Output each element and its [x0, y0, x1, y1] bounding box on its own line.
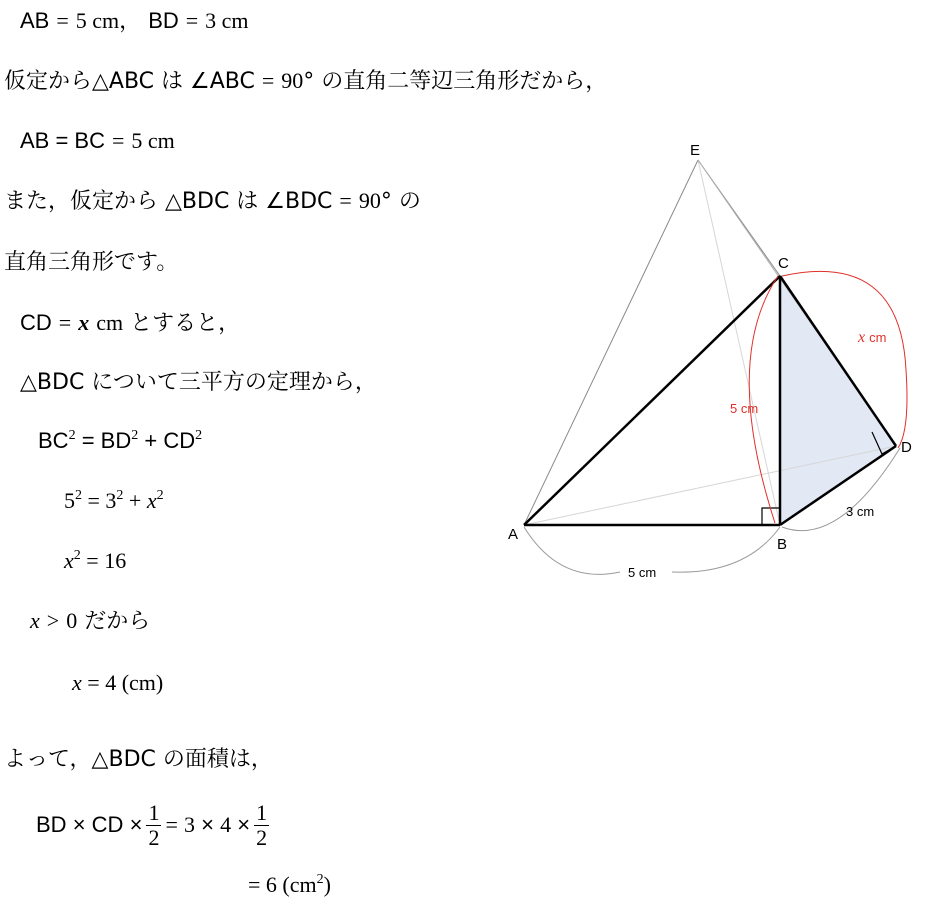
- variable-x: x: [78, 310, 90, 335]
- pythagoras-intro: △BDC について三平方の定理から，: [20, 370, 377, 395]
- segment-cd: CD: [20, 310, 52, 335]
- angle-value: 90: [358, 188, 381, 213]
- equals-sign: =: [339, 188, 352, 213]
- times-sign: ×: [201, 812, 214, 837]
- point-d-label: D: [901, 439, 912, 456]
- ab-dimension-arc-left: [524, 527, 620, 574]
- equals-sign: =: [58, 310, 72, 335]
- assumption-text: また，仮定から △BDC は ∠BDC: [4, 189, 333, 214]
- number-three: 3: [183, 812, 195, 837]
- number-four: 4: [220, 812, 232, 837]
- segment-bd: BD: [36, 812, 67, 837]
- x-value: 4: [105, 670, 117, 695]
- let-text: とすると，: [130, 311, 241, 336]
- plus-sign: +: [144, 428, 158, 453]
- assumption-particle: の: [398, 189, 421, 214]
- exponent: 2: [68, 428, 76, 443]
- times-sign: ×: [129, 812, 143, 837]
- equals-sign: =: [87, 488, 100, 513]
- number-five: 5: [64, 488, 75, 513]
- fraction-denominator: 2: [148, 824, 160, 850]
- number-zero: 0: [66, 608, 78, 633]
- angle-value: 90: [281, 68, 304, 93]
- cd-length-label: [857, 329, 886, 346]
- ab-dimension-arc-right: [672, 527, 780, 572]
- right-triangle-note: 直角三角形です。: [4, 250, 179, 275]
- fraction-numerator: 1: [148, 799, 160, 825]
- area-value: 6: [265, 872, 277, 897]
- ab-length-label: 5 cm: [628, 565, 657, 580]
- equals-sign: =: [185, 8, 199, 33]
- equals-sign: =: [111, 128, 125, 153]
- assumption-text: 仮定から△ABC は ∠ABC: [4, 69, 255, 94]
- equals-sign: =: [261, 68, 275, 93]
- area-intro: よって，△BDC の面積は，: [4, 747, 273, 772]
- exponent: 2: [73, 548, 81, 563]
- x-unit: (cm): [121, 670, 164, 695]
- equals-sign: =: [165, 812, 178, 837]
- exponent: 2: [316, 872, 324, 887]
- bc-value: 5 cm: [131, 128, 175, 153]
- area-unit-close: ): [323, 872, 331, 897]
- equals-sign: =: [86, 548, 99, 573]
- segment-ab: AB: [20, 8, 50, 33]
- segment-bd: BD: [148, 8, 179, 33]
- variable-x: x: [30, 608, 40, 633]
- triangle-bdc-fill: [780, 276, 896, 525]
- unit-cm: cm: [96, 310, 124, 335]
- bc-length-label: 5 cm: [730, 401, 759, 416]
- bd-length-label: 3 cm: [846, 504, 875, 519]
- bd-value: 3 cm: [205, 8, 249, 33]
- exponent: 2: [116, 488, 124, 503]
- variable-x: x: [146, 488, 157, 513]
- point-e-label: E: [690, 142, 701, 159]
- degree-symbol: °: [380, 189, 392, 214]
- equals-sign: =: [87, 670, 100, 695]
- exponent: 2: [195, 428, 203, 443]
- assumption-conclusion: の直角二等辺三角形だから，: [321, 69, 608, 94]
- value-sixteen: 16: [104, 548, 127, 573]
- equals-sign: =: [56, 8, 69, 33]
- fraction-numerator: 1: [256, 799, 268, 825]
- times-sign: ×: [72, 812, 86, 837]
- area-unit-open: (cm: [282, 872, 317, 897]
- exponent: 2: [156, 488, 164, 503]
- segment-bc: BC: [38, 428, 69, 453]
- segment-cd: CD: [91, 812, 124, 837]
- number-three: 3: [105, 488, 117, 513]
- variable-x: x: [64, 548, 74, 573]
- fraction-denominator: 2: [256, 824, 268, 850]
- separator: ，: [119, 9, 142, 34]
- point-c-label: C: [778, 255, 789, 272]
- degree-symbol: °: [303, 69, 315, 94]
- exponent: 2: [75, 488, 82, 503]
- variable-x: x: [72, 670, 82, 695]
- cd-unit-cm: cm: [869, 330, 887, 345]
- ab-value: 5 cm: [75, 8, 120, 33]
- equals-sign: =: [248, 872, 261, 897]
- condition-text: だから: [84, 609, 151, 634]
- segment-bd: BD: [100, 428, 132, 453]
- greater-than-sign: >: [46, 608, 60, 633]
- cd-variable-x: x: [858, 329, 866, 346]
- exponent: 2: [131, 428, 139, 443]
- plus-sign: +: [128, 488, 142, 513]
- line-ea: [524, 160, 698, 525]
- times-sign: ×: [237, 812, 251, 837]
- equation-text: AB = BC: [20, 128, 105, 153]
- point-a-label: A: [508, 526, 519, 543]
- equals-sign: =: [81, 428, 95, 453]
- segment-cd: CD: [163, 428, 196, 453]
- bc-dimension-arc: [749, 276, 778, 523]
- point-b-label: B: [777, 536, 788, 553]
